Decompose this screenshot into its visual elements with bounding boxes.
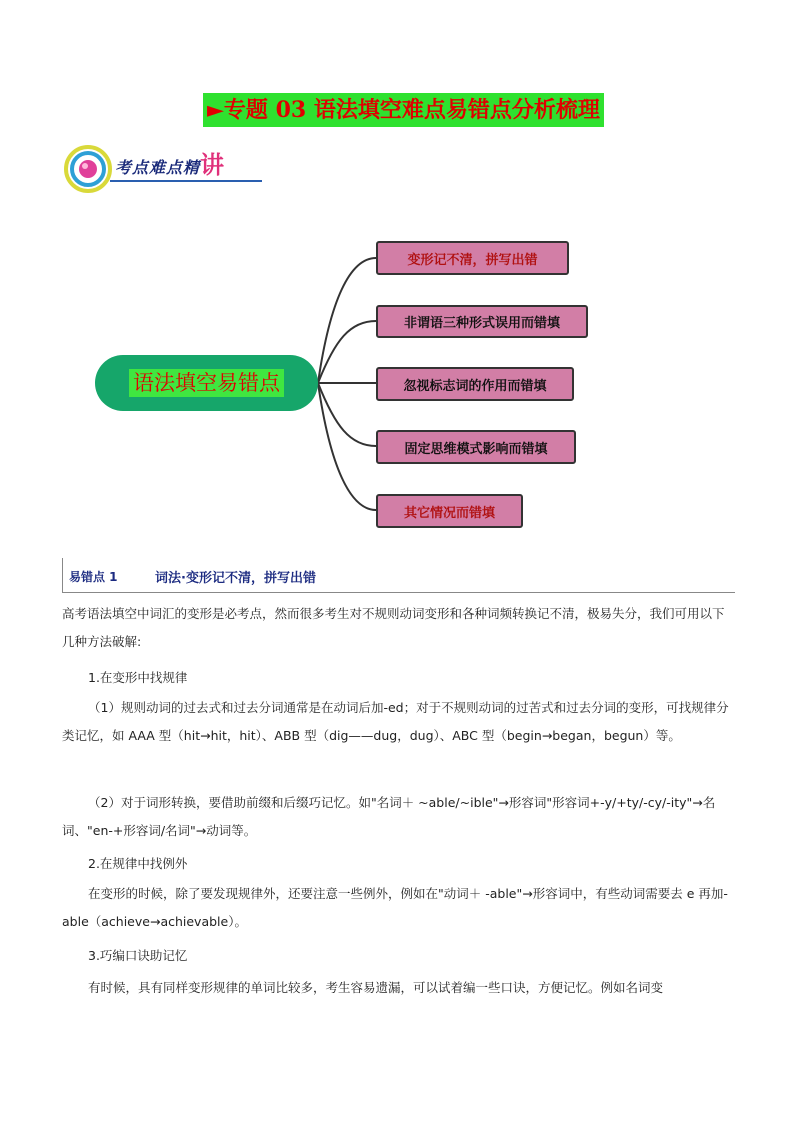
heading-1: 1.在变形中找规律: [88, 670, 188, 685]
heading-2: 2.在规律中找例外: [88, 856, 188, 871]
section-tag: 易错点 1: [69, 570, 118, 584]
mindmap-branch-4: 固定思维模式影响而错填: [376, 430, 576, 464]
page-title: ►专题 03 语法填空难点易错点分析梳理: [203, 93, 604, 127]
mindmap-center-label: 语法填空易错点: [129, 369, 284, 397]
paragraph-1: （1）规则动词的过去式和过去分词通常是在动词后加-ed；对于不规则动词的过苦式和过去分词的变形，可找规律分类记忆，如 AAA 型（hit→hit，hit）、ABB 型（dig——dug，dug）、ABC 型（begin→began，begun）等。: [62, 700, 729, 743]
paragraph-4: 有时候，具有同样变形规律的单词比较多，考生容易遗漏，可以试着编一些口诀，方便记忆。例如名词变: [88, 980, 664, 995]
mindmap-branch-3: 忽视标志词的作用而错填: [376, 367, 574, 401]
mindmap-connectors: [0, 0, 794, 560]
mindmap-branch-5: 其它情况而错填: [376, 494, 523, 528]
badge-emphasis: 讲: [200, 150, 226, 179]
intro-paragraph: 高考语法填空中词汇的变形是必考点，然而很多考生对不规则动词变形和各种词频转换记不清，极易失分，我们可用以下几种方法破解:: [62, 606, 725, 649]
section-title: 词法·变形记不清，拼写出错: [155, 571, 316, 586]
heading-3: 3.巧编口诀助记忆: [88, 948, 188, 963]
mindmap-center: [95, 355, 318, 411]
section-header: [62, 558, 735, 593]
paragraph-2: （2）对于词形转换，要借助前缀和后缀巧记忆。如"名词＋ ~able/~ible"→形容词"形容词+-y/+ty/-cy/-ity"→名词、"en-+形容词/名词"→动词等。: [62, 795, 716, 838]
paragraph-3: 在变形的时候，除了要发现规律外，还要注意一些例外，例如在"动词＋ -able"→形容词中，有些动词需要去 e 再加-able（achieve→achievable）。: [62, 886, 728, 929]
mindmap-branch-2: 非谓语三种形式误用而错填: [376, 305, 588, 338]
mindmap-branch-1: 变形记不清，拼写出错: [376, 241, 569, 275]
badge-text: 考点难点精: [115, 158, 201, 177]
